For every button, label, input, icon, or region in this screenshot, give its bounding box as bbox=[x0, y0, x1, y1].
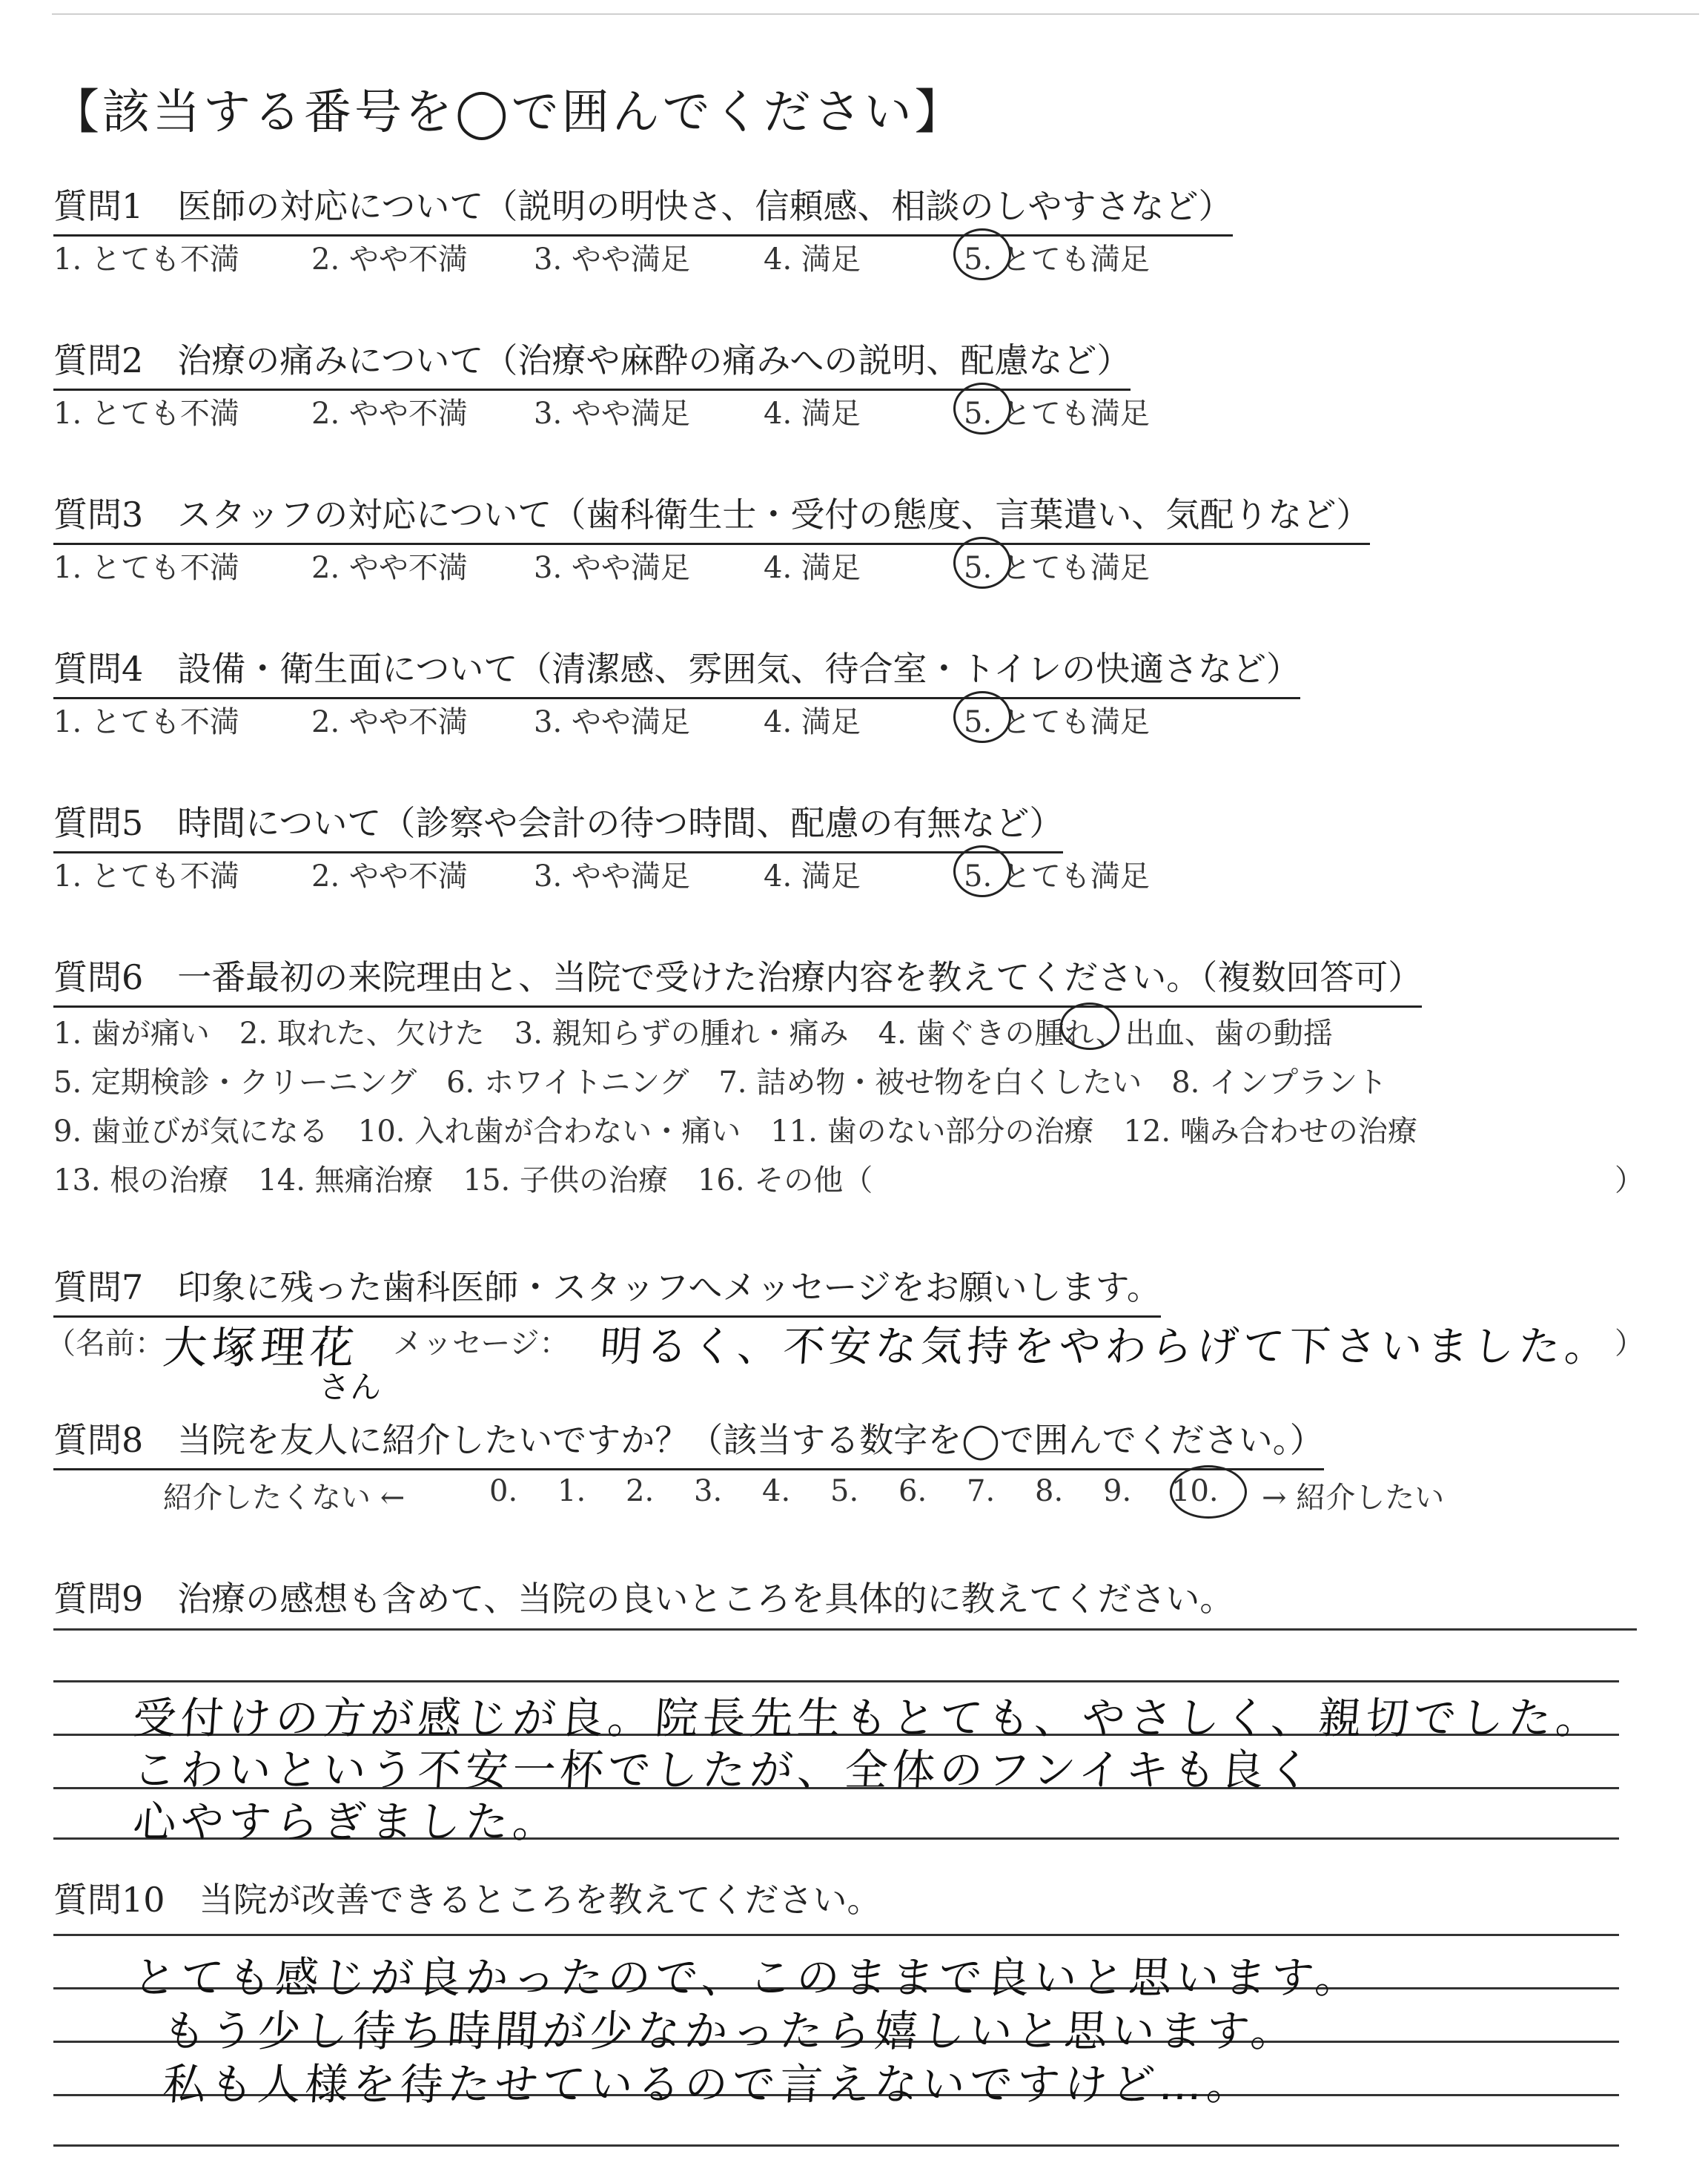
question-10-line-5 bbox=[53, 2144, 1619, 2147]
question-1-option-3[interactable]: 3. やや満足 bbox=[534, 242, 690, 277]
question-6-title: 質問6 一番最初の来院理由と、当院で受けた治療内容を教えてください。（複数回答可） bbox=[53, 951, 1422, 1008]
question-8-option-2[interactable]: 2. bbox=[626, 1474, 655, 1508]
question-8-option-0[interactable]: 0. bbox=[489, 1474, 518, 1508]
question-5-option-4[interactable]: 4. 満足 bbox=[764, 859, 861, 894]
question-8-answer-circle bbox=[1170, 1465, 1247, 1519]
question-9-answer-line-2: こわいという不安一杯でしたが、全体のフンイキも良く bbox=[131, 1745, 1317, 1795]
question-10-title: 質問10 当院が改善できるところを教えてください。 bbox=[53, 1880, 881, 1920]
question-4-option-4[interactable]: 4. 満足 bbox=[764, 705, 861, 739]
question-2-option-4[interactable]: 4. 満足 bbox=[764, 397, 861, 431]
question-5-option-2[interactable]: 2. やや不満 bbox=[311, 859, 468, 894]
question-7-name-label: （名前： bbox=[46, 1327, 165, 1361]
question-6-row-1: 1. 歯が痛い 2. 取れた、欠けた 3. 親知らずの腫れ・痛み 4. 歯ぐきの腫れ、出血、歯の動揺 bbox=[53, 1017, 1333, 1051]
question-8-title: 質問8 当院を友人に紹介したいですか？（該当する数字を◯で囲んでください。） bbox=[53, 1413, 1324, 1470]
question-3-title: 質問3 スタッフの対応について（歯科衛生士・受付の態度、言葉遣い、気配りなど） bbox=[53, 488, 1370, 545]
question-4-option-1[interactable]: 1. とても不満 bbox=[53, 705, 239, 739]
question-2-answer-circle bbox=[953, 383, 1011, 435]
question-3-option-3[interactable]: 3. やや満足 bbox=[534, 551, 690, 585]
question-6-row-3: 9. 歯並びが気になる 10. 入れ歯が合わない・痛い 11. 歯のない部分の治療 12. 噛み合わせの治療 bbox=[53, 1114, 1417, 1149]
question-1-title: 質問1 医師の対応について（説明の明快さ、信頼感、相談のしやすさなど） bbox=[53, 179, 1233, 237]
question-5-option-1[interactable]: 1. とても不満 bbox=[53, 859, 239, 894]
question-6-row-2: 5. 定期検診・クリーニング 6. ホワイトニング 7. 詰め物・被せ物を白くしたい 8. インプラント bbox=[53, 1066, 1388, 1100]
question-9-title: 質問9 治療の感想も含めて、当院の良いところを具体的に教えてください。 bbox=[53, 1579, 1234, 1619]
question-3-option-4[interactable]: 4. 満足 bbox=[764, 551, 861, 585]
question-4-title: 質問4 設備・衛生面について（清潔感、雰囲気、待合室・トイレの快適さなど） bbox=[53, 642, 1300, 699]
question-10-answer-line-3: 私も人様を待たせているので言えないですけど…。 bbox=[161, 2059, 1257, 2110]
question-3-answer-circle bbox=[953, 537, 1011, 589]
question-8-option-8[interactable]: 8. bbox=[1035, 1474, 1064, 1508]
question-8-option-5[interactable]: 5. bbox=[830, 1474, 859, 1508]
question-2-title: 質問2 治療の痛みについて（治療や麻酔の痛みへの説明、配慮など） bbox=[53, 334, 1131, 391]
question-8-option-9[interactable]: 9. bbox=[1103, 1474, 1132, 1508]
question-3-option-2[interactable]: 2. やや不満 bbox=[311, 551, 468, 585]
question-4-option-3[interactable]: 3. やや満足 bbox=[534, 705, 690, 739]
top-rule bbox=[52, 13, 1699, 15]
question-10-answer-line-2: もう少し待ち時間が少なかったら嬉しいと思います。 bbox=[161, 2006, 1300, 2056]
question-6-close-paren: ） bbox=[1615, 1163, 1644, 1198]
question-7-title: 質問7 印象に残った歯科医師・スタッフへメッセージをお願いします。 bbox=[53, 1261, 1161, 1318]
question-4-option-2[interactable]: 2. やや不満 bbox=[311, 705, 468, 739]
question-9-line-1 bbox=[53, 1628, 1637, 1631]
question-9-answer-line-3: 心やすらぎました。 bbox=[131, 1797, 563, 1847]
question-8-option-3[interactable]: 3. bbox=[694, 1474, 723, 1508]
question-8-left-label: 紹介したくない ← bbox=[163, 1481, 406, 1515]
question-5-answer-circle bbox=[953, 845, 1011, 897]
question-4-option-5[interactable]: 5. とても満足 bbox=[964, 705, 1150, 739]
question-7-message-value: 明るく、不安な気持をやわらげて下さいました。 bbox=[598, 1323, 1612, 1371]
question-2-option-2[interactable]: 2. やや不満 bbox=[311, 397, 468, 431]
question-7-name-suffix: さん bbox=[319, 1369, 382, 1405]
question-1-option-5[interactable]: 5. とても満足 bbox=[964, 242, 1150, 277]
question-3-option-1[interactable]: 1. とても不満 bbox=[53, 551, 239, 585]
question-2-option-1[interactable]: 1. とても不満 bbox=[53, 397, 239, 431]
question-1-option-1[interactable]: 1. とても不満 bbox=[53, 242, 239, 277]
question-4-answer-circle bbox=[953, 691, 1011, 743]
question-1-option-4[interactable]: 4. 満足 bbox=[764, 242, 861, 277]
question-6-row-4: 13. 根の治療 14. 無痛治療 15. 子供の治療 16. その他（ bbox=[53, 1163, 873, 1198]
question-9-line-2 bbox=[53, 1680, 1619, 1682]
question-5-option-5[interactable]: 5. とても満足 bbox=[964, 859, 1150, 894]
question-7-name-value: 大塚理花 bbox=[161, 1322, 361, 1374]
question-10-line-1 bbox=[53, 1934, 1619, 1936]
question-8-option-7[interactable]: 7. bbox=[967, 1474, 996, 1508]
question-5-option-3[interactable]: 3. やや満足 bbox=[534, 859, 690, 894]
question-5-title: 質問5 時間について（診察や会計の待つ時間、配慮の有無など） bbox=[53, 796, 1063, 853]
question-1-answer-circle bbox=[953, 228, 1011, 280]
question-2-option-5[interactable]: 5. とても満足 bbox=[964, 397, 1150, 431]
question-9-answer-line-1: 受付けの方が感じが良。院長先生もとても、やさしく、親切でした。 bbox=[131, 1693, 1605, 1743]
question-6-answer-circle bbox=[1060, 1003, 1119, 1050]
page-header: 【該当する番号を◯で囲んでください】 bbox=[52, 85, 965, 140]
question-7-message-label: メッセージ： bbox=[393, 1327, 569, 1361]
question-10-answer-line-1: とても感じが良かったので、このままで良いと思います。 bbox=[131, 1952, 1365, 2003]
question-8-option-6[interactable]: 6. bbox=[898, 1474, 927, 1508]
question-8-option-4[interactable]: 4. bbox=[762, 1474, 791, 1508]
question-8-option-1[interactable]: 1. bbox=[557, 1474, 586, 1508]
question-8-right-label: → 紹介したい bbox=[1262, 1481, 1445, 1515]
question-7-close-paren: ） bbox=[1615, 1327, 1644, 1361]
question-1-option-2[interactable]: 2. やや不満 bbox=[311, 242, 468, 277]
question-8-option-10[interactable]: 10. bbox=[1171, 1474, 1219, 1508]
question-2-option-3[interactable]: 3. やや満足 bbox=[534, 397, 690, 431]
question-3-option-5[interactable]: 5. とても満足 bbox=[964, 551, 1150, 585]
